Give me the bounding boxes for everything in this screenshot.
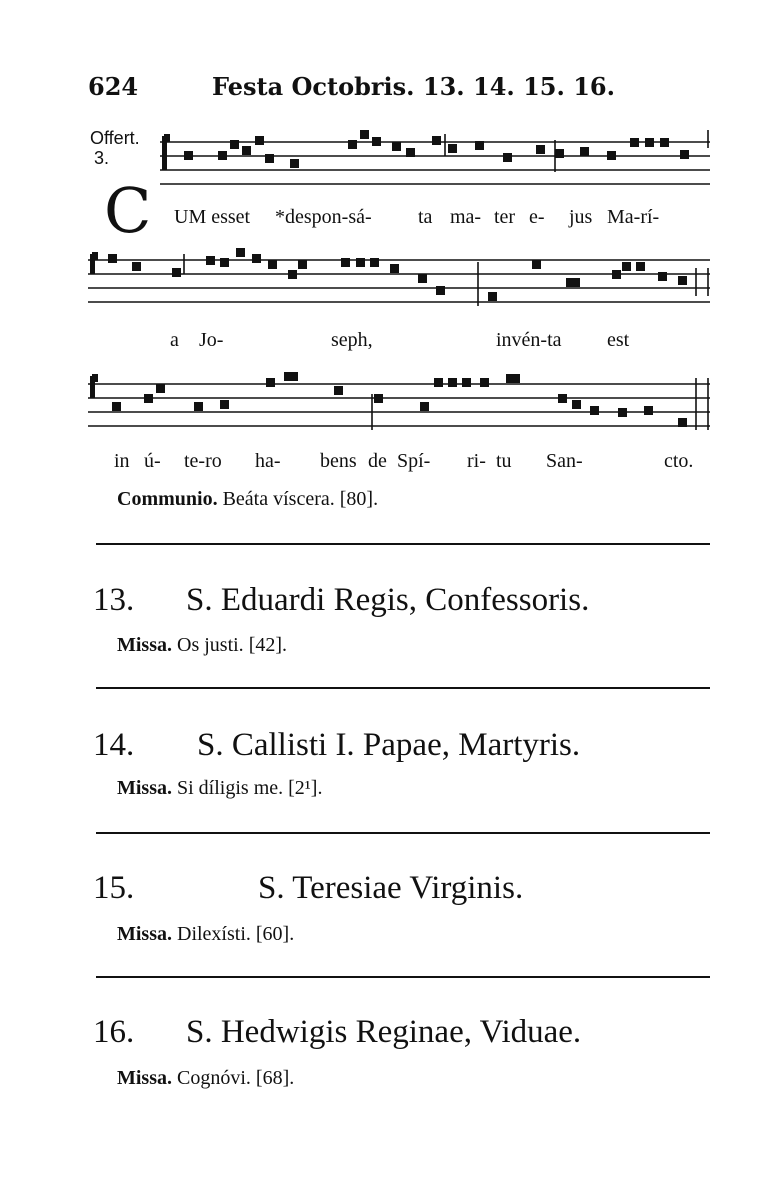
syllable: in [114, 450, 130, 472]
offertory-label-block [90, 128, 140, 168]
lyric-line-3 [114, 450, 704, 474]
mode-number: 3. [94, 148, 110, 168]
feast-day-number: 14. [93, 727, 135, 763]
divider [96, 976, 710, 978]
syllable: ha- [255, 450, 281, 472]
missa-text: Cognóvi. [177, 1067, 251, 1089]
syllable: cto. [664, 450, 694, 472]
missa-ref: [68]. [255, 1067, 295, 1089]
feast-name: S. Teresiae Virginis. [258, 870, 524, 906]
syllable: est [607, 329, 630, 351]
syllable: seph, [331, 329, 373, 351]
page-number: 624 [88, 72, 139, 101]
syllable: bens [320, 450, 357, 472]
lyric-line-1 [174, 206, 694, 230]
missa-label: Missa. [117, 1067, 172, 1089]
offertory-label: Offert. [90, 128, 140, 148]
chant-staff-3 [88, 364, 712, 440]
divider [96, 687, 710, 689]
syllable: tu [496, 450, 512, 472]
missa-text: Si díligis me. [177, 777, 284, 799]
missa-line [117, 1067, 294, 1090]
neumes-3 [90, 372, 687, 427]
feast-heading [93, 870, 693, 910]
communio-text: Beáta víscera. [222, 488, 335, 510]
running-title: Festa Octobris. 13. 14. 15. 16. [212, 72, 615, 101]
syllable: de [368, 450, 387, 472]
syllable: Spí- [397, 450, 431, 472]
syllable: invén-ta [496, 329, 562, 351]
missa-ref: [2¹]. [288, 777, 323, 799]
syllable: ter [494, 206, 516, 228]
missa-text: Dilexísti. [177, 923, 251, 945]
missa-label: Missa. [117, 634, 172, 656]
missa-ref: [60]. [255, 923, 295, 945]
syllable: UM esset [174, 206, 251, 228]
syllable: ta [418, 206, 433, 228]
syllable: jus [569, 206, 593, 228]
syllable: ri- [467, 450, 486, 472]
feast-heading [93, 582, 693, 622]
lyric-line-2 [170, 329, 690, 353]
missa-ref: [42]. [248, 634, 288, 656]
feast-name: S. Hedwigis Reginae, Viduae. [186, 1014, 582, 1050]
feast-name: S. Eduardi Regis, Confessoris. [186, 582, 590, 618]
feast-day-number: 16. [93, 1014, 135, 1050]
feast-name: S. Callisti I. Papae, Martyris. [197, 727, 581, 763]
chant-staff-1 [160, 126, 712, 196]
missa-line [117, 777, 322, 800]
missa-line [117, 923, 294, 946]
missa-line [117, 634, 287, 657]
communio-ref: [80]. [339, 488, 379, 510]
neumes-1 [162, 130, 689, 170]
divider [96, 543, 710, 545]
syllable: te-ro [184, 450, 222, 472]
drop-capital: C [104, 174, 152, 247]
feast-day-number: 15. [93, 870, 135, 906]
syllable: ú- [144, 450, 161, 472]
feast-heading [93, 1014, 693, 1054]
feast-day-number: 13. [93, 582, 135, 618]
syllable: *despon-sá- [275, 206, 372, 228]
divider [96, 832, 710, 834]
missa-text: Os justi. [177, 634, 244, 656]
missa-label: Missa. [117, 923, 172, 945]
syllable: a [170, 329, 179, 351]
chant-staff-2 [88, 240, 712, 316]
syllable: ma- [450, 206, 482, 228]
missa-label: Missa. [117, 777, 172, 799]
communio-line [117, 488, 378, 511]
communio-label: Communio. [117, 488, 218, 510]
syllable: Jo- [199, 329, 224, 351]
syllable: San- [546, 450, 583, 472]
feast-heading [93, 727, 693, 767]
syllable: Ma-rí- [607, 206, 660, 228]
syllable: e- [529, 206, 545, 228]
